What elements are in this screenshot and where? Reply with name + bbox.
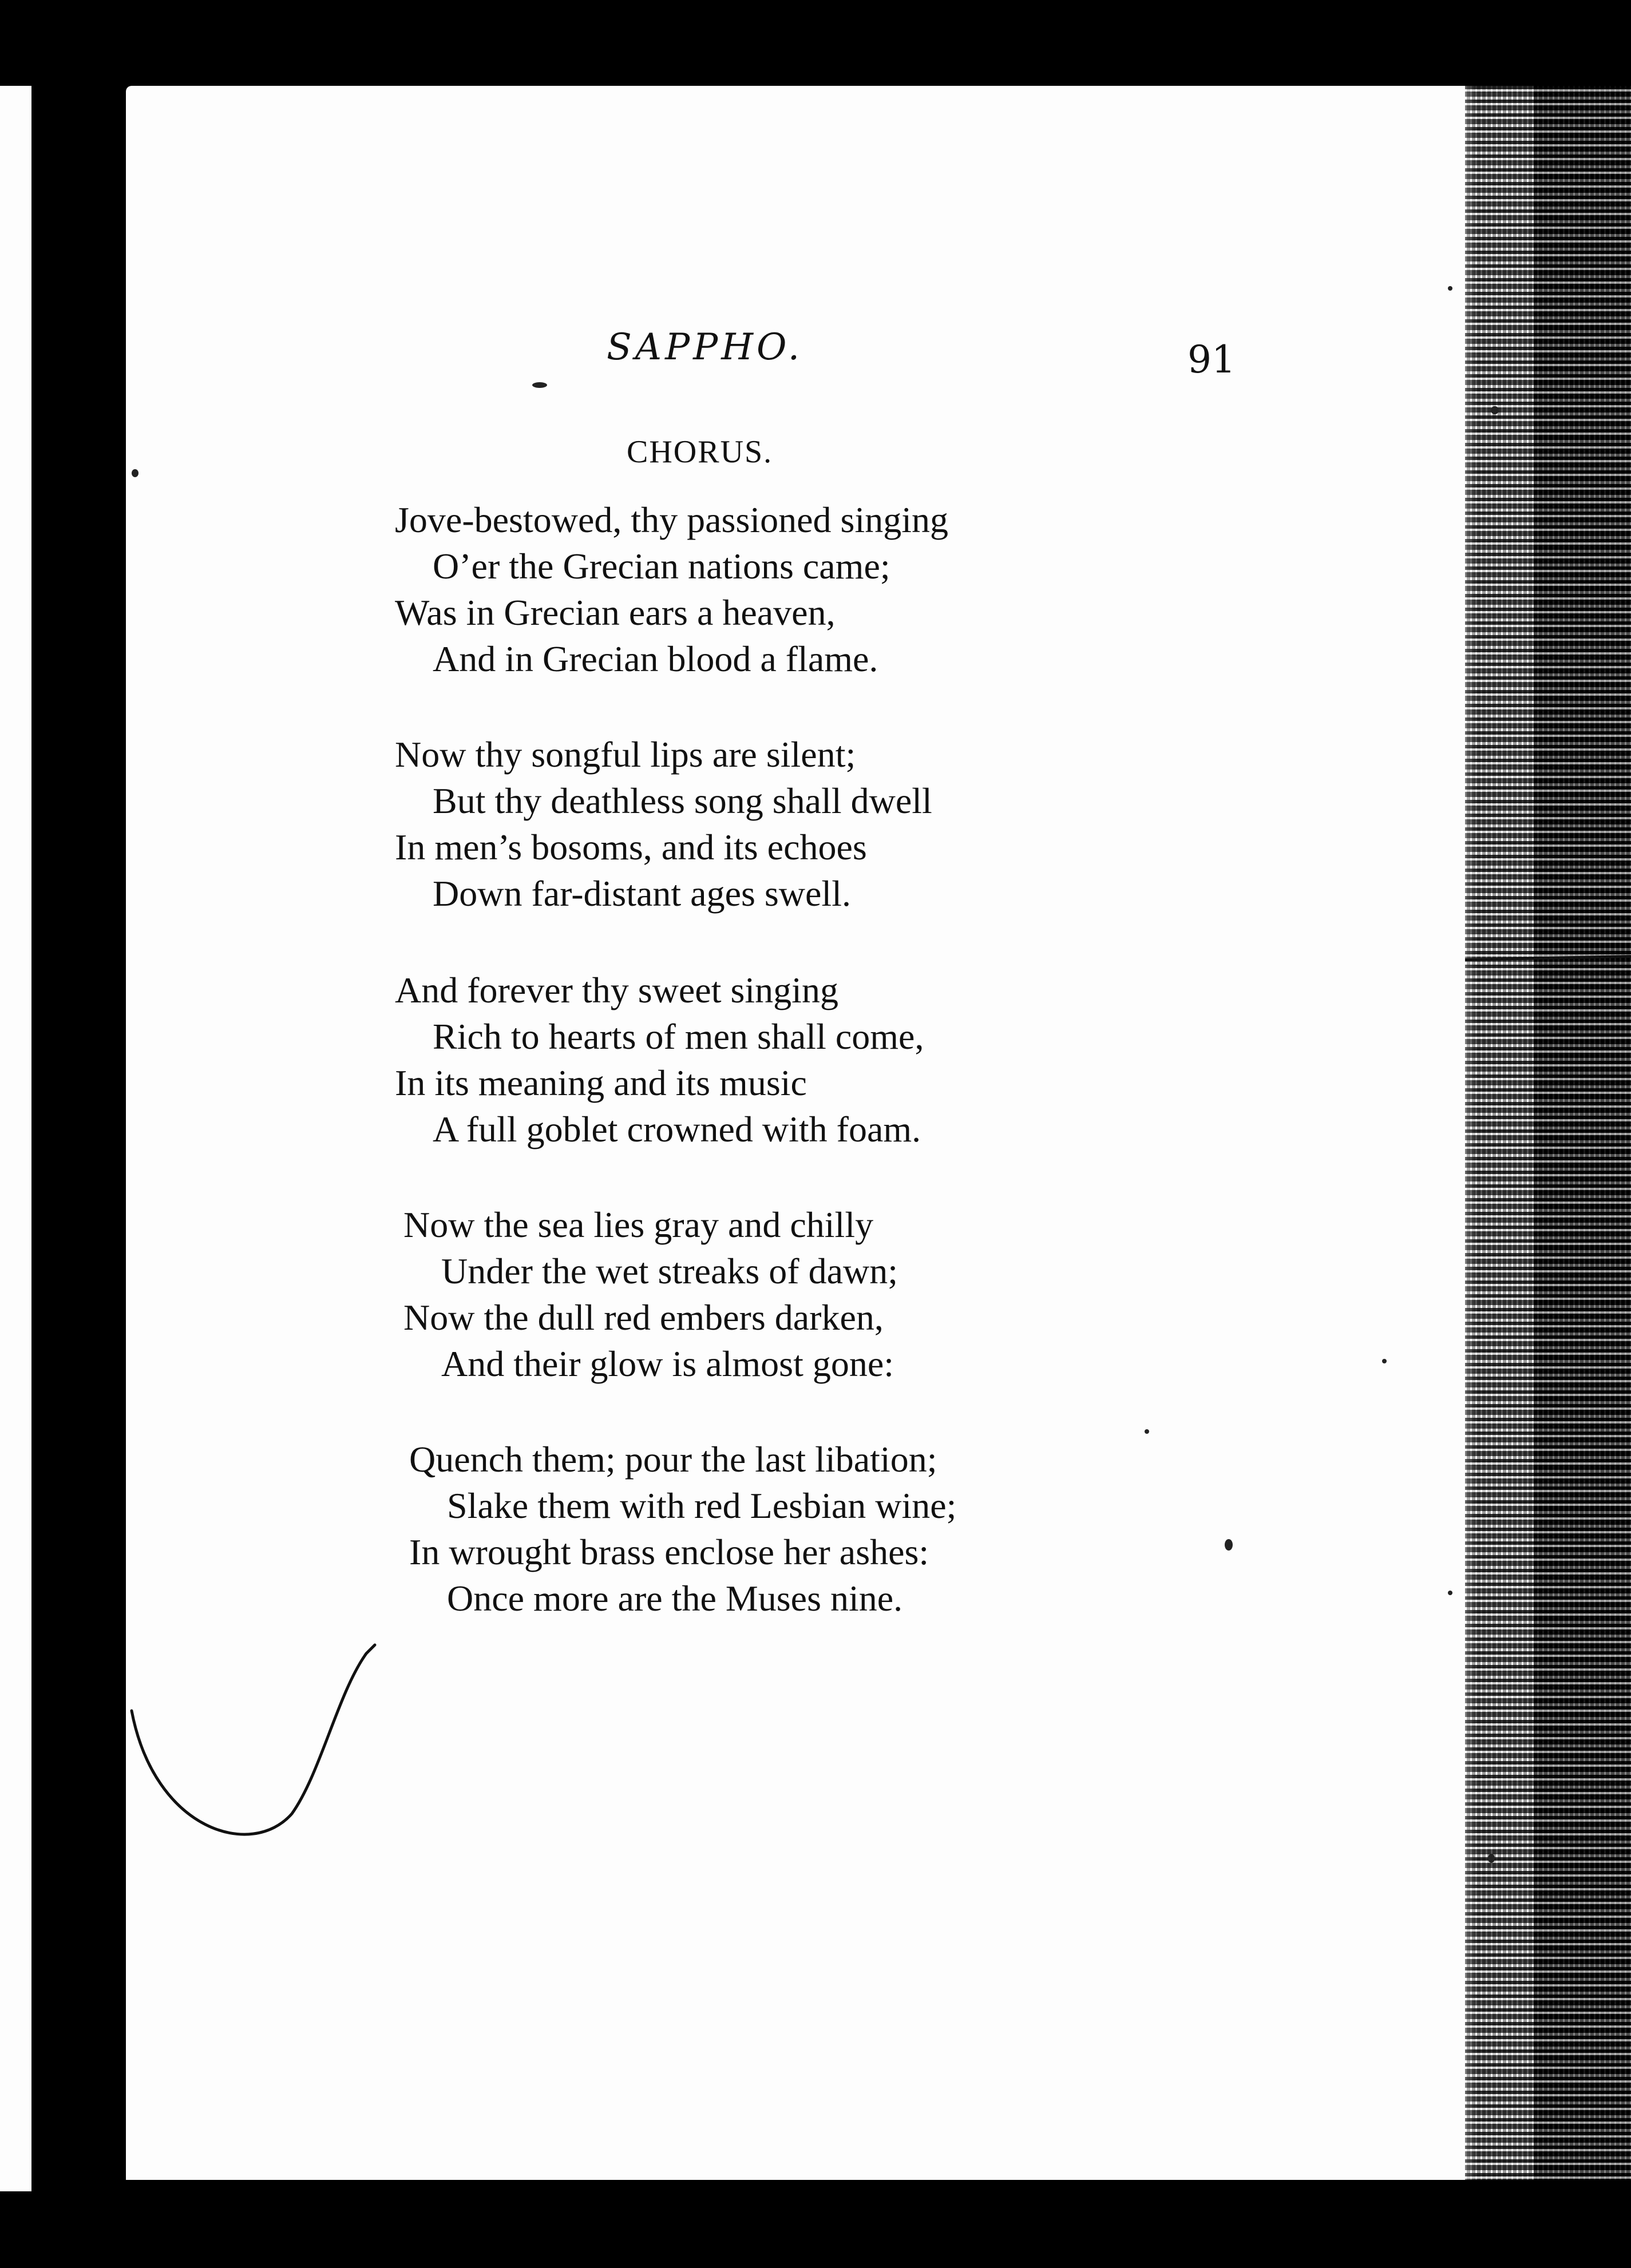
ink-speck xyxy=(1491,406,1499,414)
verse-line: But thy deathless song shall dwell xyxy=(433,780,932,821)
verse-line: Once more are the Muses nine. xyxy=(447,1578,903,1619)
ink-speck xyxy=(1225,1539,1233,1551)
verse-line: Now the sea lies gray and chilly xyxy=(403,1204,874,1245)
page-number: 91 xyxy=(1187,338,1236,382)
verse-line: Now thy songful lips are silent; xyxy=(395,734,856,775)
verse-line: Now the dull red embers darken, xyxy=(403,1297,884,1338)
running-head: SAPPHO. xyxy=(607,326,803,368)
verse-line: And forever thy sweet singing xyxy=(395,970,838,1010)
verse-line: Under the wet streaks of dawn; xyxy=(441,1251,898,1291)
verse-line: In its meaning and its music xyxy=(395,1062,807,1103)
stanza-4 xyxy=(403,1202,898,1387)
page-edge-fade xyxy=(1431,86,1476,2180)
verse-line: And their glow is almost gone: xyxy=(441,1343,894,1384)
stanza-5 xyxy=(409,1436,956,1621)
page-edge-scan-artifact xyxy=(1465,86,1631,2180)
verse-line: Quench them; pour the last libation; xyxy=(409,1439,937,1480)
ink-speck xyxy=(1145,1429,1149,1434)
verse-line: In wrought brass enclose her ashes: xyxy=(409,1532,929,1572)
verse-line: A full goblet crowned with foam. xyxy=(433,1109,921,1149)
verse-line: Slake them with red Lesbian wine; xyxy=(447,1485,957,1526)
verse-line: Down far-distant ages swell. xyxy=(433,873,851,914)
verse-line: Rich to hearts of men shall come, xyxy=(433,1016,924,1057)
ink-speck xyxy=(1488,1854,1495,1863)
stanza-2 xyxy=(395,731,932,917)
section-heading: CHORUS. xyxy=(627,434,773,470)
ink-speck xyxy=(1448,286,1452,291)
ink-speck xyxy=(1448,1591,1452,1595)
ink-speck xyxy=(532,382,547,388)
pen-stroke-mark xyxy=(120,1591,383,2014)
ink-speck xyxy=(132,469,138,477)
stanza-3 xyxy=(395,967,924,1152)
verse-line: In men’s bosoms, and its echoes xyxy=(395,827,867,867)
book-gutter xyxy=(31,86,129,2191)
stanza-1 xyxy=(395,497,948,682)
ink-speck xyxy=(1382,1359,1387,1363)
verse-line: Was in Grecian ears a heaven, xyxy=(395,592,836,633)
verse-line: And in Grecian blood a flame. xyxy=(433,639,878,679)
page-left-edge xyxy=(0,86,31,2191)
verse-line: O’er the Grecian nations came; xyxy=(433,546,890,586)
verse-line: Jove-bestowed, thy passioned singing xyxy=(395,499,948,540)
